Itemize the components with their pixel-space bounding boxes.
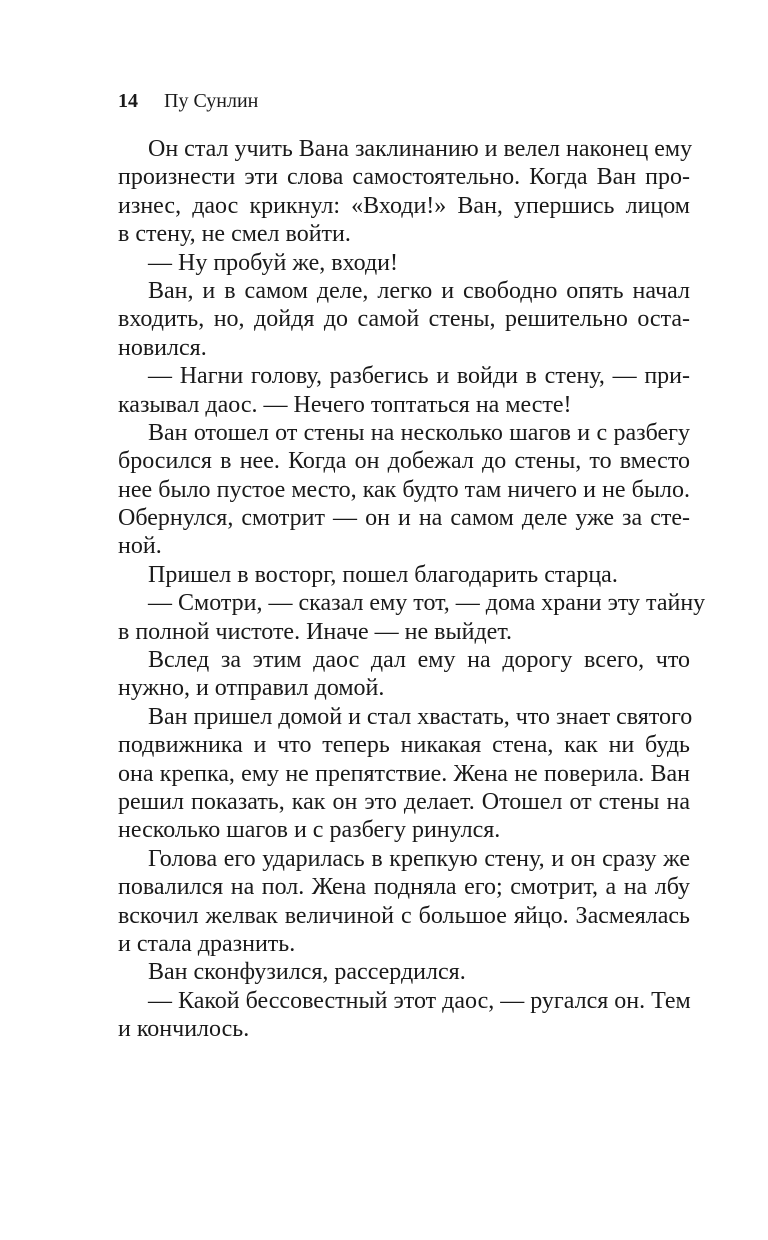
text-line: в стену, не смел войти. [118,221,351,248]
text-line: казывал даос. — Нечего топтаться на месте! [118,391,572,418]
text-line: — Какой бессовестный этот даос, — ругался он. Тем [148,987,691,1014]
running-header [118,88,258,114]
text-line: Вслед за этим даос дал ему на дорогу всего, что [148,647,690,674]
text-line: она крепка, ему не препятствие. Жена не поверила. Ван [118,760,690,787]
text-line: Ван сконфузился, рассердился. [148,959,466,986]
text-line: — Ну пробуй же, входи! [148,249,399,276]
text-line: нее было пустое место, как будто там ничего и не было. [118,476,690,503]
text-line: нужно, и отправил домой. [118,675,385,702]
text-line: — Нагни голову, разбегись и войди в стену, — при- [148,363,690,390]
text-line: входить, но, дойдя до самой стены, решительно оста- [118,306,690,333]
text-line: Голова его ударилась в крепкую стену, и он сразу же [148,845,690,872]
text-line: Пришел в восторг, пошел благодарить старца. [148,561,618,588]
text-line: новился. [118,334,207,361]
text-line: изнес, даос крикнул: «Входи!» Ван, упершись лицом [118,192,690,219]
text-line: Ван пришел домой и стал хвастать, что знает святого [148,703,693,730]
text-line: в полной чистоте. Иначе — не выйдет. [118,618,513,645]
text-line: Ван, и в самом деле, легко и свободно опять начал [148,277,690,304]
text-line: вскочил желвак величиной с большое яйцо. Засмеялась [118,902,690,929]
text-line: Ван отошел от стены на несколько шагов и с разбегу [148,419,690,446]
text-line: подвижника и что теперь никакая стена, как ни будь [118,732,690,759]
text-line: Он стал учить Вана заклинанию и велел наконец ему [148,136,693,162]
text-line: повалился на пол. Жена подняла его; смотрит, а на лбу [118,874,690,901]
text-line: несколько шагов и с разбегу ринулся. [118,817,501,844]
text-line: — Смотри, — сказал ему тот, — дома храни эту тайну [148,590,706,617]
text-line: ной. [118,533,162,560]
text-line: Обернулся, смотрит — он и на самом деле уже за сте- [118,505,690,532]
text-line: и кончилось. [118,1016,250,1043]
page-number: 14 [118,90,138,112]
text-line: произнести эти слова самостоятельно. Когда Ван про- [118,164,690,191]
text-line: и стала дразнить. [118,930,296,957]
text-line: решил показать, как он это делает. Отошел от стены на [118,788,690,815]
body-text [118,135,706,1044]
text-line: бросился в нее. Когда он добежал до стены, то вместо [118,448,690,475]
running-title: Пу Сунлин [164,90,259,112]
